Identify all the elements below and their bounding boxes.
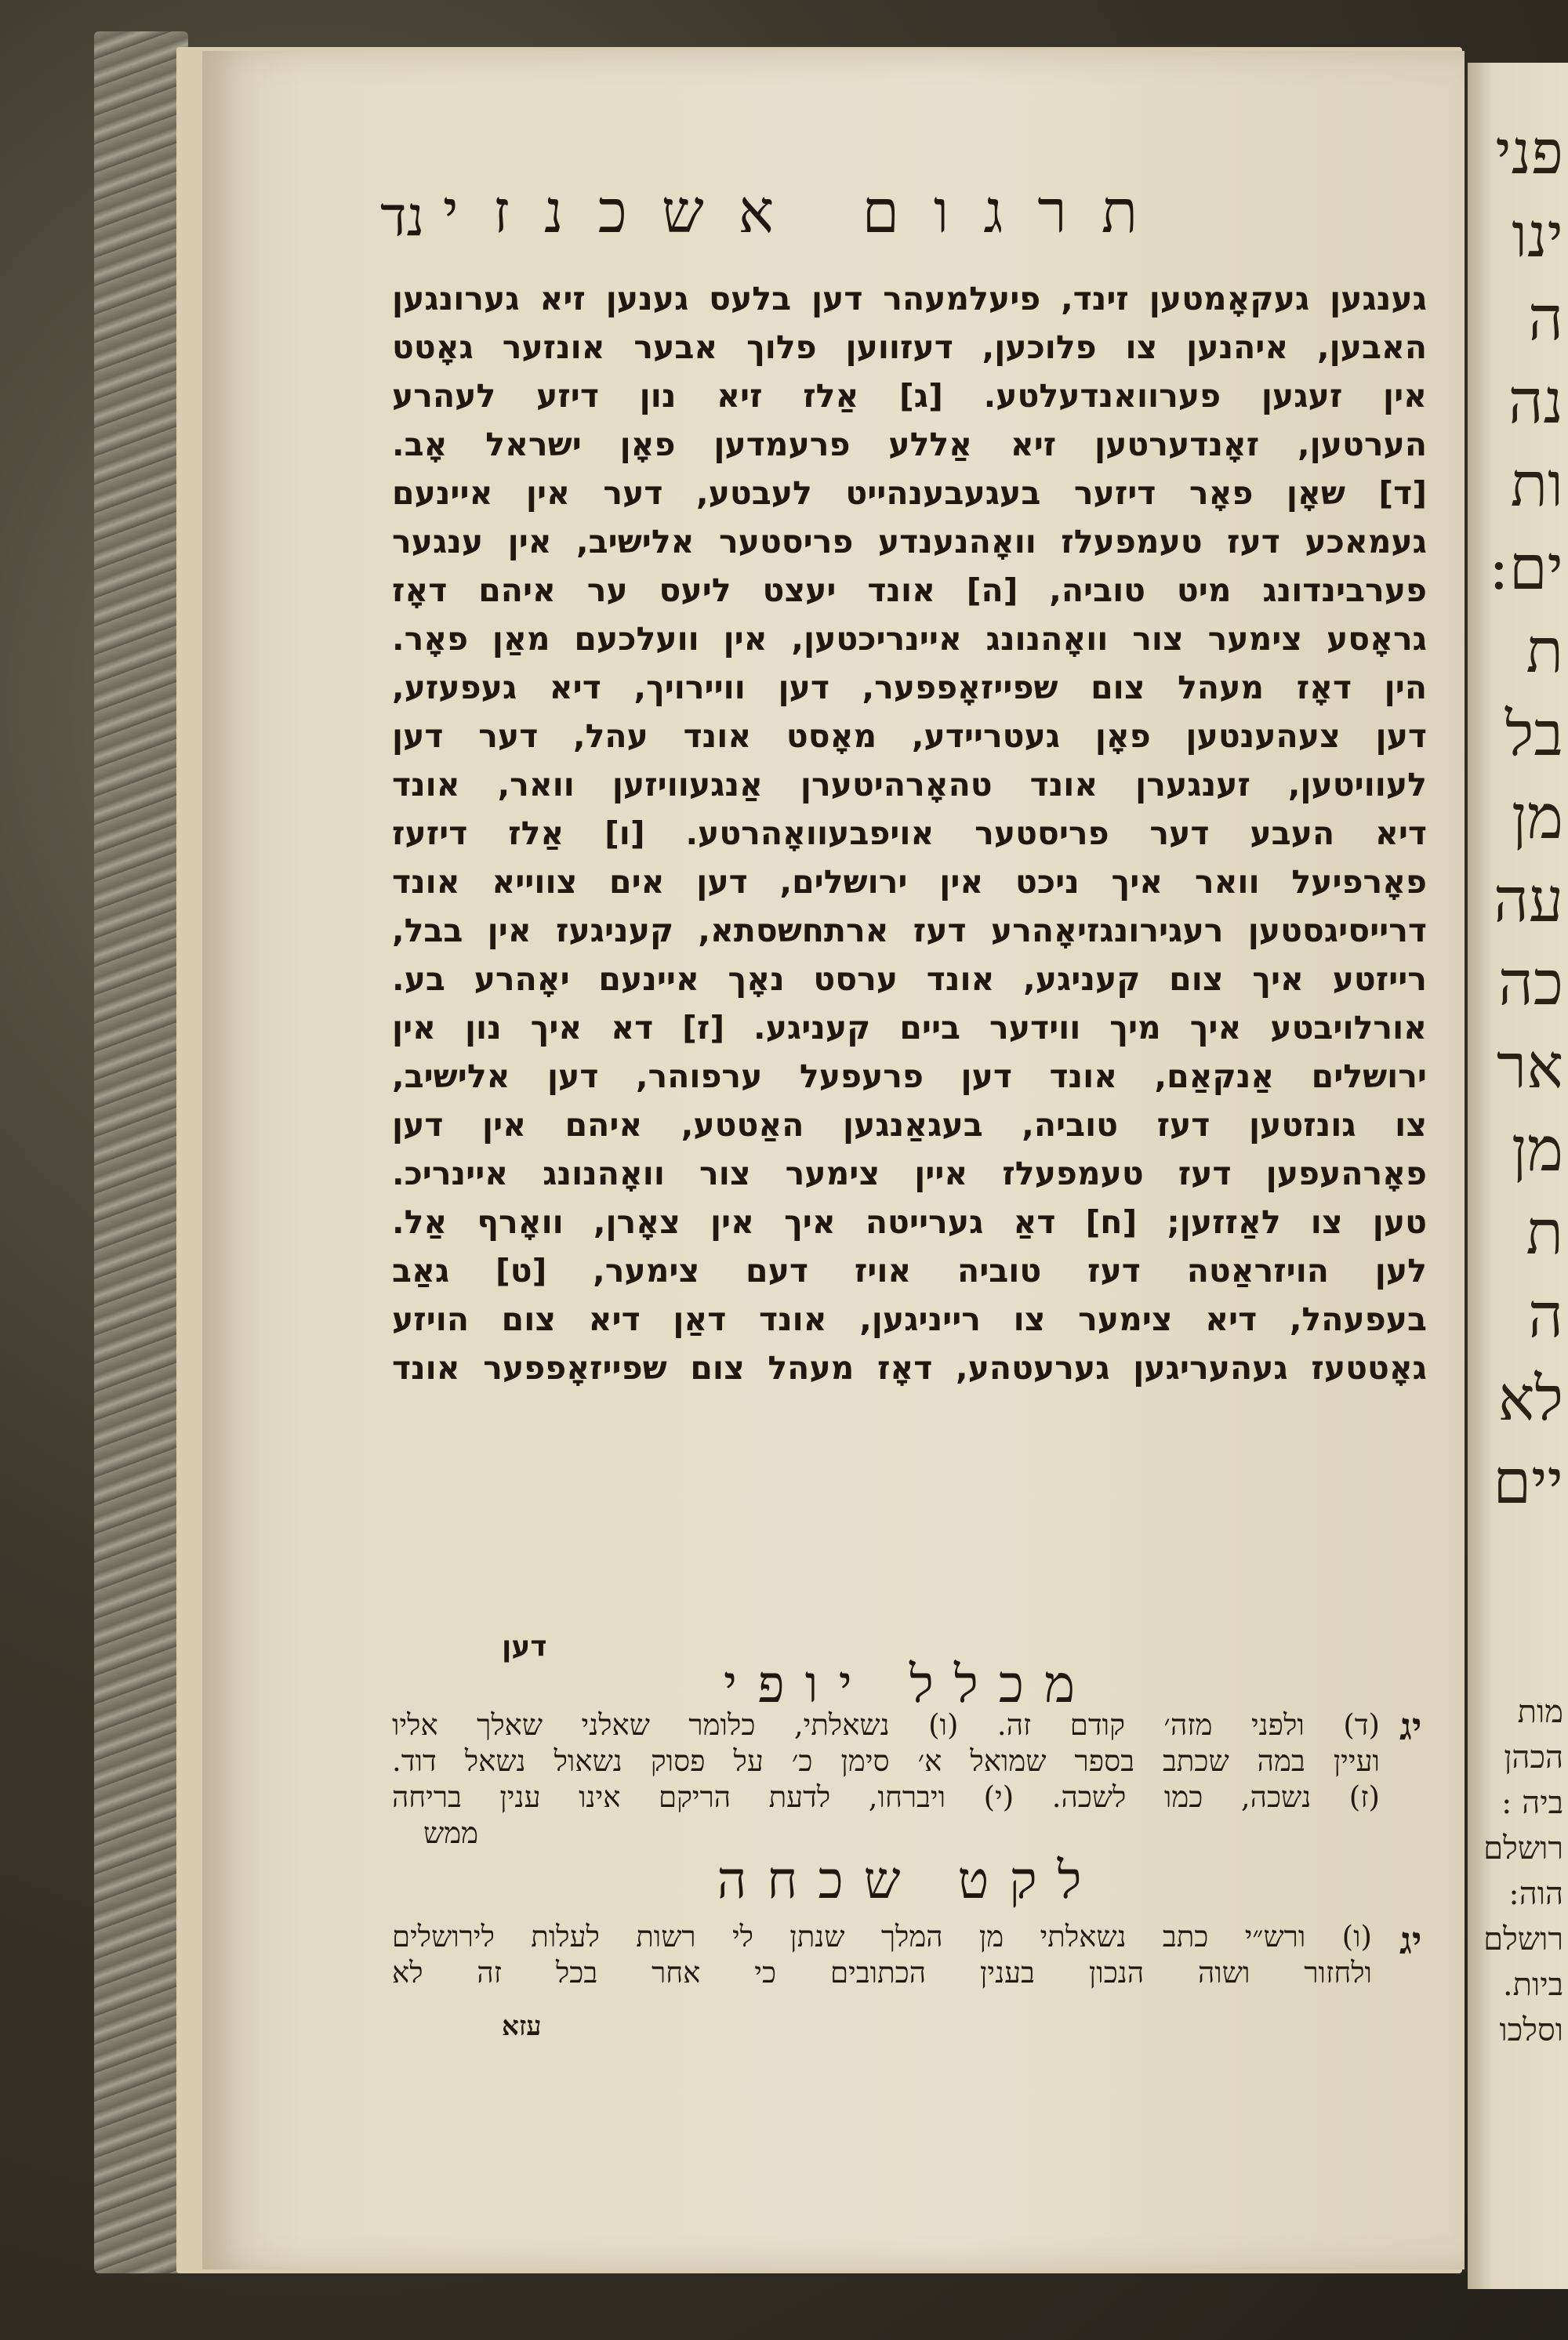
text-line: אורלויבטע איך מיך ווידער ביים קעניגע. [ז] דא איך נון אין	[392, 1009, 1427, 1047]
commentary-title-2: לקט שכחה	[717, 1850, 1102, 1910]
facing-page	[1468, 63, 1568, 2289]
text-line: האבען, איהנען צו פלוכען, דעזווען פלוך אבער אונזער גאָטט	[392, 328, 1427, 366]
facing-page-fragment: אר	[1496, 1032, 1563, 1102]
text-line: פאָרפיעל וואר איך ניכט אין ירושלים, דען אים צווייא אונד	[392, 863, 1427, 901]
facing-page-note: הכהן	[1504, 1740, 1563, 1776]
text-line: דרייסיגסטען רעגירונגזיאָהרע דעז ארתחשסתא, קעניגעז אין בבל,	[392, 912, 1427, 949]
facing-page-fragment: בל	[1504, 699, 1563, 770]
text-line: [ד] שאָן פאָר דיזער בעגעבענהייט לעבטע, דער אין איינעם	[392, 474, 1427, 512]
catchword: דען	[502, 1631, 547, 1663]
text-line: רייזטע איך צום קעניגע, אונד ערסט נאָך איינעם יאָהרע בע.	[392, 960, 1427, 998]
translation-body	[392, 274, 1427, 1392]
text-line: ירושלים אַנקאַם, אונד דען פרעפעל ערפוהר, דען אלישיב,	[392, 1058, 1427, 1095]
facing-page-fragment: יים	[1493, 1447, 1563, 1518]
facing-page-fragment: ות	[1510, 450, 1563, 521]
facing-page-note: רושלם	[1483, 1921, 1563, 1957]
text-line: גאָטטעז געהעריגען גערעטהע, דאָז מעהל צום שפייזאָפפער אונד	[392, 1349, 1427, 1387]
text-line: בעפעהל, דיא צימער צו רייניגען, אונד דאַן דיא צום הויזע	[392, 1301, 1427, 1338]
facing-page-note: וסלכו	[1499, 2012, 1563, 2048]
commentary-body-2	[392, 1919, 1372, 1991]
facing-page-note: ביות.	[1502, 1967, 1563, 2003]
text-line: לען הויזראַטה דעז טוביה אויז דעם צימער, [ט] גאַב	[392, 1252, 1427, 1290]
text-line: פאָרהעפען דעז טעמפעלז איין צימער צור וואָהנונג איינריכ.	[392, 1155, 1427, 1192]
signature-mark: עזא	[502, 2011, 542, 2042]
facing-page-fragment: פני	[1495, 118, 1563, 188]
commentary-line: ולחזור ושוה הנכון בענין הכתובים כי אחר בכל זה לא	[392, 1956, 1372, 1990]
facing-page-fragment: ה	[1528, 284, 1563, 354]
commentary-line: ממש	[423, 1816, 479, 1850]
facing-page-fragment: ת	[1526, 1198, 1563, 1268]
commentary-title-1: מכלל יופי	[723, 1654, 1096, 1714]
commentary-body-1	[392, 1707, 1380, 1852]
text-line: צו גונזטען דעז טוביה, בעגאַנגען האַטטע, איהם אין דען	[392, 1106, 1427, 1144]
text-line: דיא העבע דער פריסטער אויפבעוואָהרטע. [ו] אַלז דיזעז	[392, 814, 1427, 852]
text-line: געמאכע דעז טעמפעלז וואָהנענדע פריסטער אלישיב, אין ענגער	[392, 523, 1427, 561]
commentary-line: (ד) ולפני מזה׳ קודם זה. (ו) נשאלתי, כלומר שאלני שאלך אליו	[392, 1708, 1380, 1742]
text-line: טען צו לאַזזען; [ח] דאַ גערייטה איך אין צאָרן, וואָרף אַל.	[392, 1203, 1427, 1241]
text-line: פערבינדונג מיט טוביה, [ה] אונד יעצט ליעס ער איהם דאָז	[392, 571, 1427, 609]
text-line: הין דאָז מעהל צום שפייזאָפפער, דען וויירויך, דיא געפעזע,	[392, 669, 1427, 706]
facing-page-fragment: לא	[1497, 1364, 1563, 1435]
facing-page-note: ביה :	[1501, 1785, 1563, 1821]
facing-page-fragment: ים:	[1488, 533, 1563, 604]
facing-page-fragment: נה	[1508, 367, 1563, 437]
commentary-line: ועיין במה שכתב בספר שמואל א׳ סימן כ׳ על פסוק נשאול נשאל דוד.	[392, 1744, 1380, 1778]
text-line: לעוויטען, זענגערן אונד טהאָרהיטערן אַנגעוויזען וואר, אונד	[392, 766, 1427, 804]
facing-page-fragment: כה	[1498, 949, 1563, 1019]
text-line: גענגען געקאָמטען זינד, פיעלמעהר דען בלעס גענען זיא גערונגען	[392, 280, 1427, 317]
facing-page-fragment: מן	[1511, 1115, 1563, 1185]
facing-page-note: רושלם	[1483, 1830, 1563, 1867]
facing-page-fragment: מן	[1511, 782, 1563, 853]
verse-number-1: יג	[1399, 1705, 1422, 1749]
text-line: גראָסע צימער צור וואָהנונג איינריכטען, אין וועלכעם מאַן פאָר.	[392, 620, 1427, 658]
commentary-line: (ז) נשכה, כמו לשכה. (י) ויברחו, לדעת הריקם אינו ענין בריחה	[392, 1780, 1380, 1814]
facing-page-fragment: ה	[1528, 1281, 1563, 1351]
running-head: תרגום אשכנזי	[442, 176, 1173, 246]
text-line: אין זעגען פערוואנדעלטע. [ג] אַלז זיא נון דיזע לעהרע	[392, 377, 1427, 415]
facing-page-note: הוה:	[1508, 1876, 1563, 1912]
facing-page-note: מות	[1517, 1694, 1563, 1730]
facing-page-fragment: עה	[1493, 865, 1563, 936]
facing-page-fragment: ת	[1526, 616, 1563, 687]
commentary-line: (ו) ורש״י כתב נשאלתי מן המלך שנתן לי רשות לעלות לירושלים	[392, 1920, 1372, 1954]
folio-number: נד	[380, 184, 425, 249]
text-line: דען צעהענטען פאָן געטריידע, מאָסט אונד עהל, דער דען	[392, 717, 1427, 755]
text-line: הערטען, זאָנדערטען זיא אַללע פרעמדען פאָן ישראל אָב.	[392, 426, 1427, 463]
marbled-binding	[94, 31, 188, 2273]
verse-number-2: יג	[1399, 1919, 1422, 1963]
facing-page-fragment: ינו	[1512, 201, 1563, 271]
